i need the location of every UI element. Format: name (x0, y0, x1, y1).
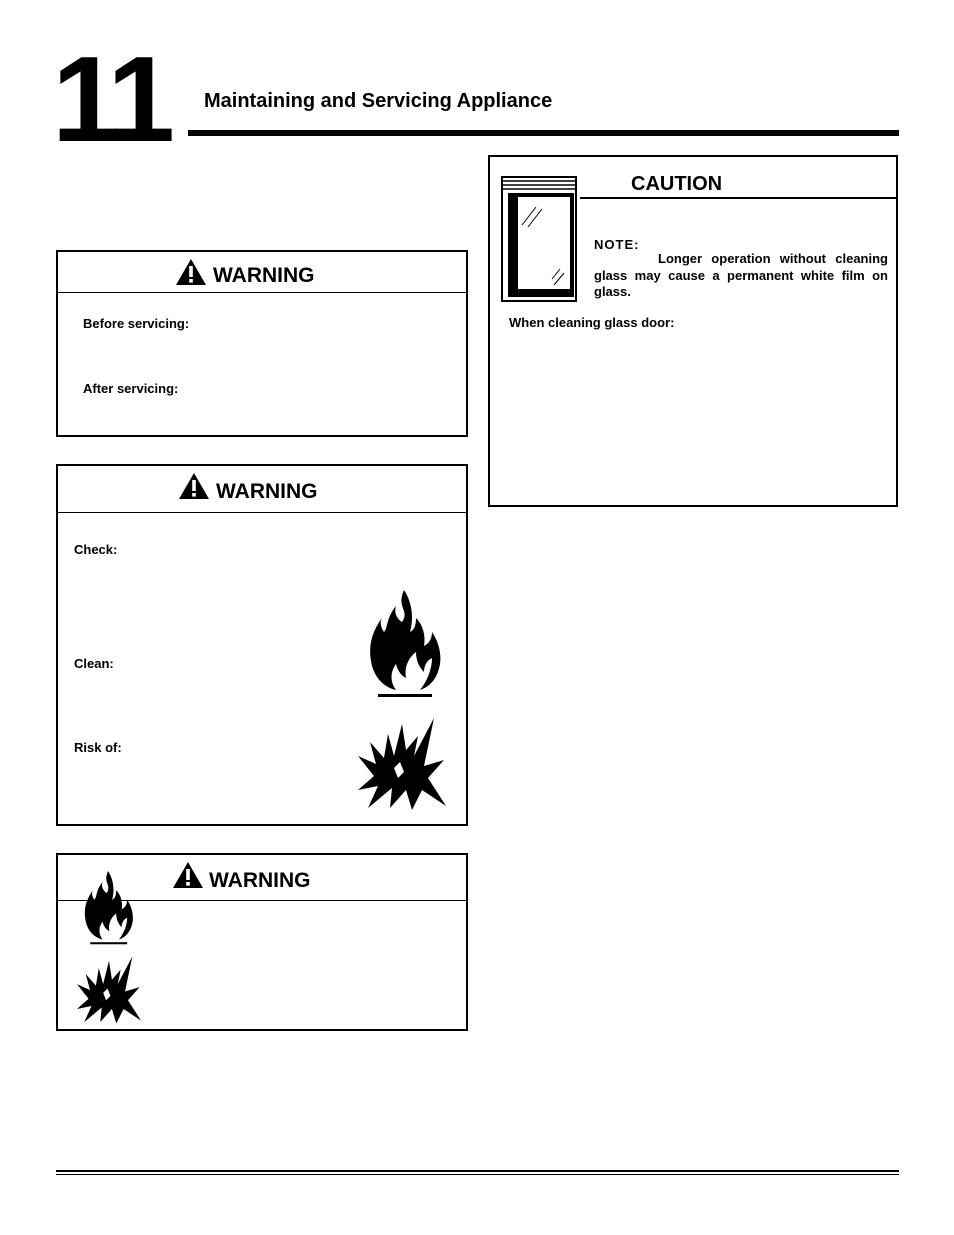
footer-rule (56, 1174, 899, 1175)
chapter-title: Maintaining and Servicing Appliance (204, 90, 553, 112)
caution-heading: CAUTION (631, 173, 723, 195)
warning-triangle-icon (175, 258, 207, 286)
before-servicing-label: Before servicing: (83, 316, 190, 331)
caution-box (488, 155, 898, 507)
cleaning-glass-door-label: When cleaning glass door: (509, 315, 675, 330)
warning-box-servicing (56, 250, 468, 437)
explosion-icon (354, 716, 450, 812)
title-rule (188, 130, 899, 136)
warning-box-flammable (56, 853, 468, 1031)
warning-box-header (58, 466, 466, 513)
after-servicing-label: After servicing: (83, 381, 179, 396)
warning-heading: WARNING (209, 869, 311, 892)
warning-heading: WARNING (213, 264, 315, 287)
warning-triangle-icon (178, 472, 210, 500)
chapter-number: 11 (52, 31, 169, 167)
fire-icon (82, 869, 134, 947)
note-label: NOTE: (594, 237, 640, 252)
glass-door-icon (500, 175, 578, 303)
warning-heading: WARNING (216, 480, 318, 503)
warning-box-check (56, 464, 468, 826)
check-label: Check: (74, 542, 118, 557)
warning-box-header (58, 252, 466, 293)
risk-of-label: Risk of: (74, 740, 122, 755)
clean-label: Clean: (74, 656, 114, 671)
footer-rule (56, 1170, 899, 1172)
fire-icon (366, 588, 442, 700)
caution-header-rule (580, 197, 896, 199)
explosion-icon (74, 955, 144, 1025)
note-text: Longer operation without cleaning glass may cause a permanent white film on glass. (594, 251, 888, 299)
warning-triangle-icon (172, 861, 204, 889)
